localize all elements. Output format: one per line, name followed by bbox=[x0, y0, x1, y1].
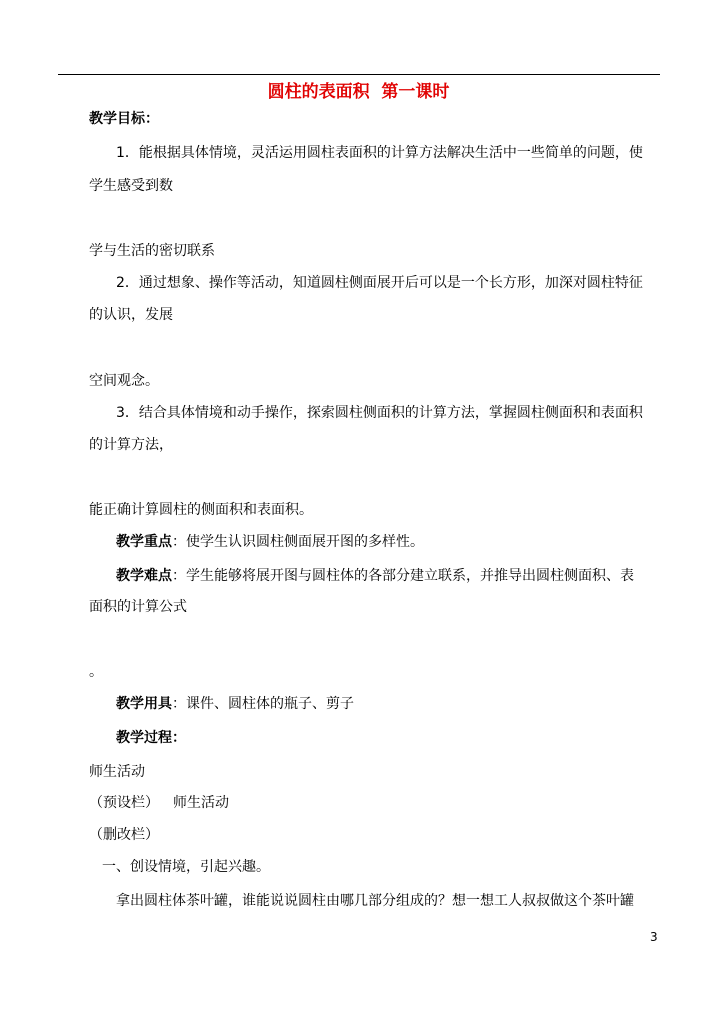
preset-column-line bbox=[89, 793, 229, 813]
key-point-label: 教学重点 bbox=[116, 534, 172, 550]
page-title: 圆柱的表面积 第一课时 bbox=[267, 82, 450, 102]
objective-1-line-1: 1．能根据具体情境，灵活运用圆柱表面积的计算方法解决生活中一些简单的问题，使 bbox=[116, 145, 643, 161]
objective-3-line-3: 能正确计算圆柱的侧面积和表面积。 bbox=[89, 502, 313, 518]
objective-1-line-3: 学与生活的密切联系 bbox=[89, 243, 215, 259]
page-number: 3 bbox=[650, 930, 658, 944]
difficulty-line-3: 。 bbox=[89, 664, 103, 680]
difficulty-text: ：学生能够将展开图与圆柱体的各部分建立联系，并推导出圆柱侧面积、表 bbox=[172, 568, 634, 584]
preset-column-label: （预设栏） bbox=[89, 795, 159, 811]
objective-1-line-2: 学生感受到数 bbox=[89, 178, 173, 194]
difficulty-label: 教学难点 bbox=[116, 568, 172, 584]
section-1-heading: 一、创设情境，引起兴趣。 bbox=[102, 859, 270, 875]
difficulty-line-1 bbox=[116, 566, 634, 586]
key-point-text: ：使学生认识圆柱侧面展开图的多样性。 bbox=[172, 534, 424, 550]
tools-text: ：课件、圆柱体的瓶子、剪子 bbox=[172, 696, 354, 712]
objective-3-line-2: 的计算方法， bbox=[89, 437, 173, 453]
objectives-heading: 教学目标： bbox=[89, 111, 159, 127]
key-point-line bbox=[116, 532, 424, 552]
teacher-student-activity-2: 师生活动 bbox=[173, 795, 229, 811]
objective-2-line-2: 的认识，发展 bbox=[89, 307, 173, 323]
objective-3-line-1: 3．结合具体情境和动手操作，探索圆柱侧面积的计算方法，掌握圆柱侧面积和表面积 bbox=[116, 405, 643, 421]
header-rule bbox=[58, 74, 660, 75]
tools-label: 教学用具 bbox=[116, 696, 172, 712]
teacher-student-activity: 师生活动 bbox=[89, 764, 145, 780]
process-heading: 教学过程： bbox=[116, 730, 186, 746]
revision-column-label: （删改栏） bbox=[89, 827, 159, 843]
objective-2-line-1: 2．通过想象、操作等活动，知道圆柱侧面展开后可以是一个长方形，加深对圆柱特征 bbox=[116, 275, 643, 291]
section-1-text: 拿出圆柱体茶叶罐，谁能说说圆柱由哪几部分组成的？想一想工人叔叔做这个茶叶罐 bbox=[116, 893, 634, 909]
tools-line bbox=[116, 694, 354, 714]
objective-2-line-3: 空间观念。 bbox=[89, 373, 159, 389]
difficulty-line-2: 面积的计算公式 bbox=[89, 599, 187, 615]
